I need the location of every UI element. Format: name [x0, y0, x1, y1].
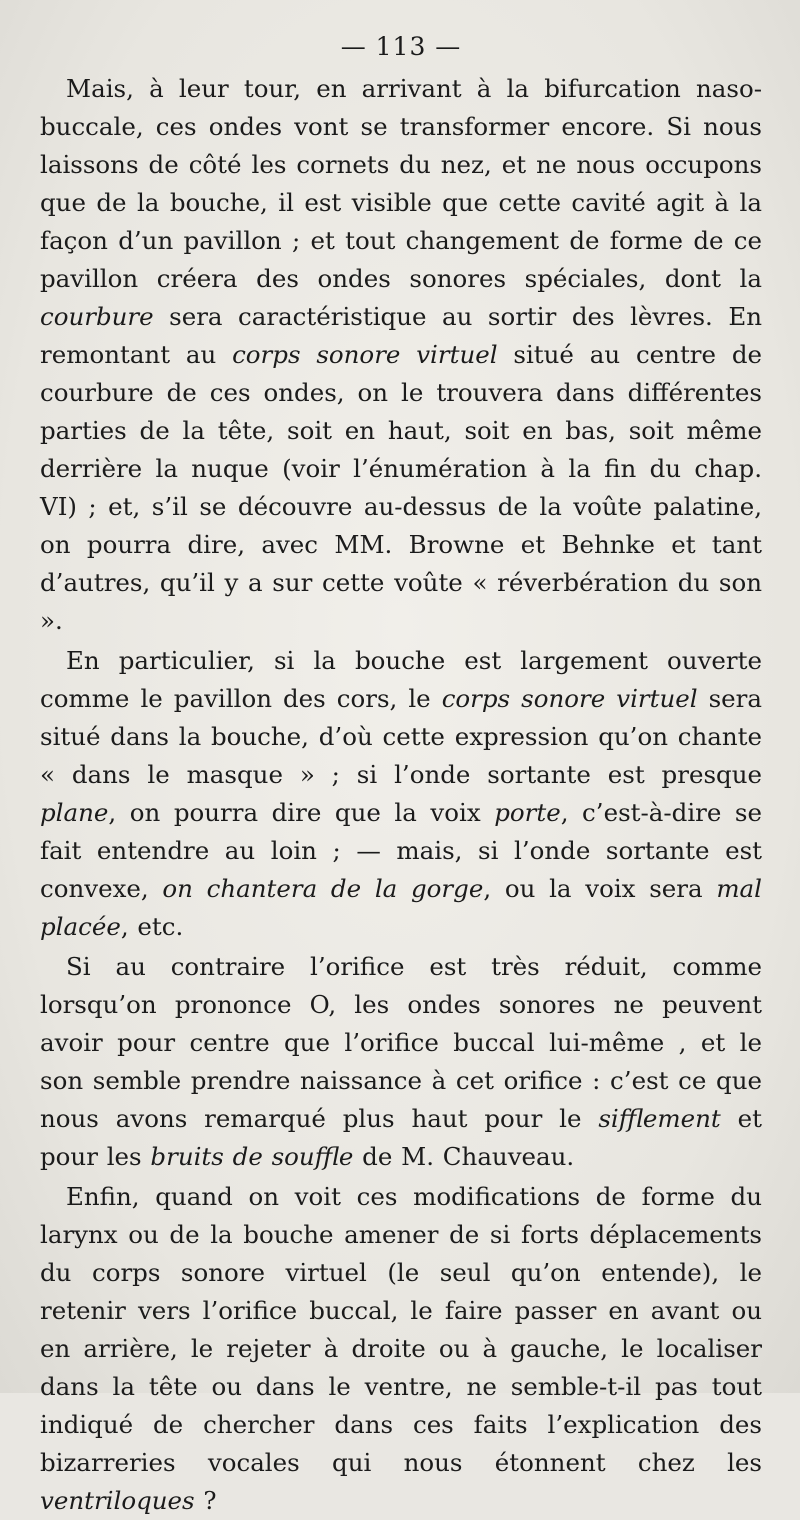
text-run: En particulier, si la bouche est largement ouverte comme le pavillon des cors, le	[40, 646, 762, 713]
text-run: de M. Chauveau.	[353, 1142, 575, 1171]
text-run: Si au contraire l’orifice est très réduit, comme lorsqu’on prononce O, les ondes sonores ne peuvent avoir pour centre que l’orifice buccal lui-même , et le son semble prendre naissance à cet orifice : c’est ce que nous avons remarqué plus haut pour le	[40, 952, 762, 1133]
italic-text: courbure	[40, 302, 154, 331]
text-run: ?	[194, 1486, 217, 1515]
paragraph-3	[40, 948, 762, 1176]
italic-text: corps sonore virtuel	[441, 684, 698, 713]
paragraph-2	[40, 642, 762, 946]
text-run: , ou la voix sera	[483, 874, 717, 903]
paragraph-1	[40, 70, 762, 640]
italic-text: corps sonore virtuel	[232, 340, 498, 369]
italic-text: sifflement	[598, 1104, 721, 1133]
paragraph-4	[40, 1178, 762, 1520]
text-run: sera caractéristique au sortir des lèvres. En remontant au	[40, 302, 762, 369]
text-run: Enfin, quand on voit ces modifications de forme du larynx ou de la bouche amener de si forts déplacements du corps sonore virtuel (le seul qu’on entende), le retenir vers l’orifice buccal, le faire passer en avant ou en arrière, le rejeter à droite ou à gauche, le localiser dans la tête ou dans le ventre, ne semble-t-il pas tout indiqué de chercher dans ces faits l’explication des bizarreries vocales qui nous étonnent chez les	[40, 1182, 762, 1477]
text-run: , etc.	[120, 912, 184, 941]
text-run: et pour les	[40, 1104, 762, 1171]
italic-text: on chantera de la gorge	[162, 874, 484, 903]
italic-text: mal placée	[40, 874, 762, 941]
body-text	[40, 70, 762, 1520]
text-run: situé au centre de courbure de ces ondes, on le trouvera dans différentes parties de la tête, soit en haut, soit en bas, soit même derrière la nuque (voir l’énumération à la fin du chap. VI) ; et, s’il se découvre au-dessus de la voûte palatine, on pourra dire, avec MM. Browne et Behnke et tant d’autres, qu’il y a sur cette voûte « réverbération du son ».	[40, 340, 763, 635]
text-run: , on pourra dire que la voix	[108, 798, 495, 827]
italic-text: ventriloques	[40, 1486, 195, 1515]
text-run: Mais, à leur tour, en arrivant à la bifurcation naso-buccale, ces ondes vont se transformer encore. Si nous laissons de côté les cornets du nez, et ne nous occupons que de la bouche, il est visible que cette cavité agit à la façon d’un pavillon ; et tout changement de forme de ce pavillon créera des ondes sonores spéciales, dont la	[40, 74, 762, 293]
italic-text: porte	[494, 798, 561, 827]
italic-text: bruits de souffle	[150, 1142, 354, 1171]
italic-text: plane	[40, 798, 109, 827]
text-run: , c’est-à-dire se fait entendre au loin ; — mais, si l’onde sortante est convexe,	[40, 798, 763, 903]
page-number: — 113 —	[340, 32, 462, 61]
text-run: sera situé dans la bouche, d’où cette expression qu’on chante « dans le masque » ; si l’onde sortante est presque	[40, 684, 762, 789]
